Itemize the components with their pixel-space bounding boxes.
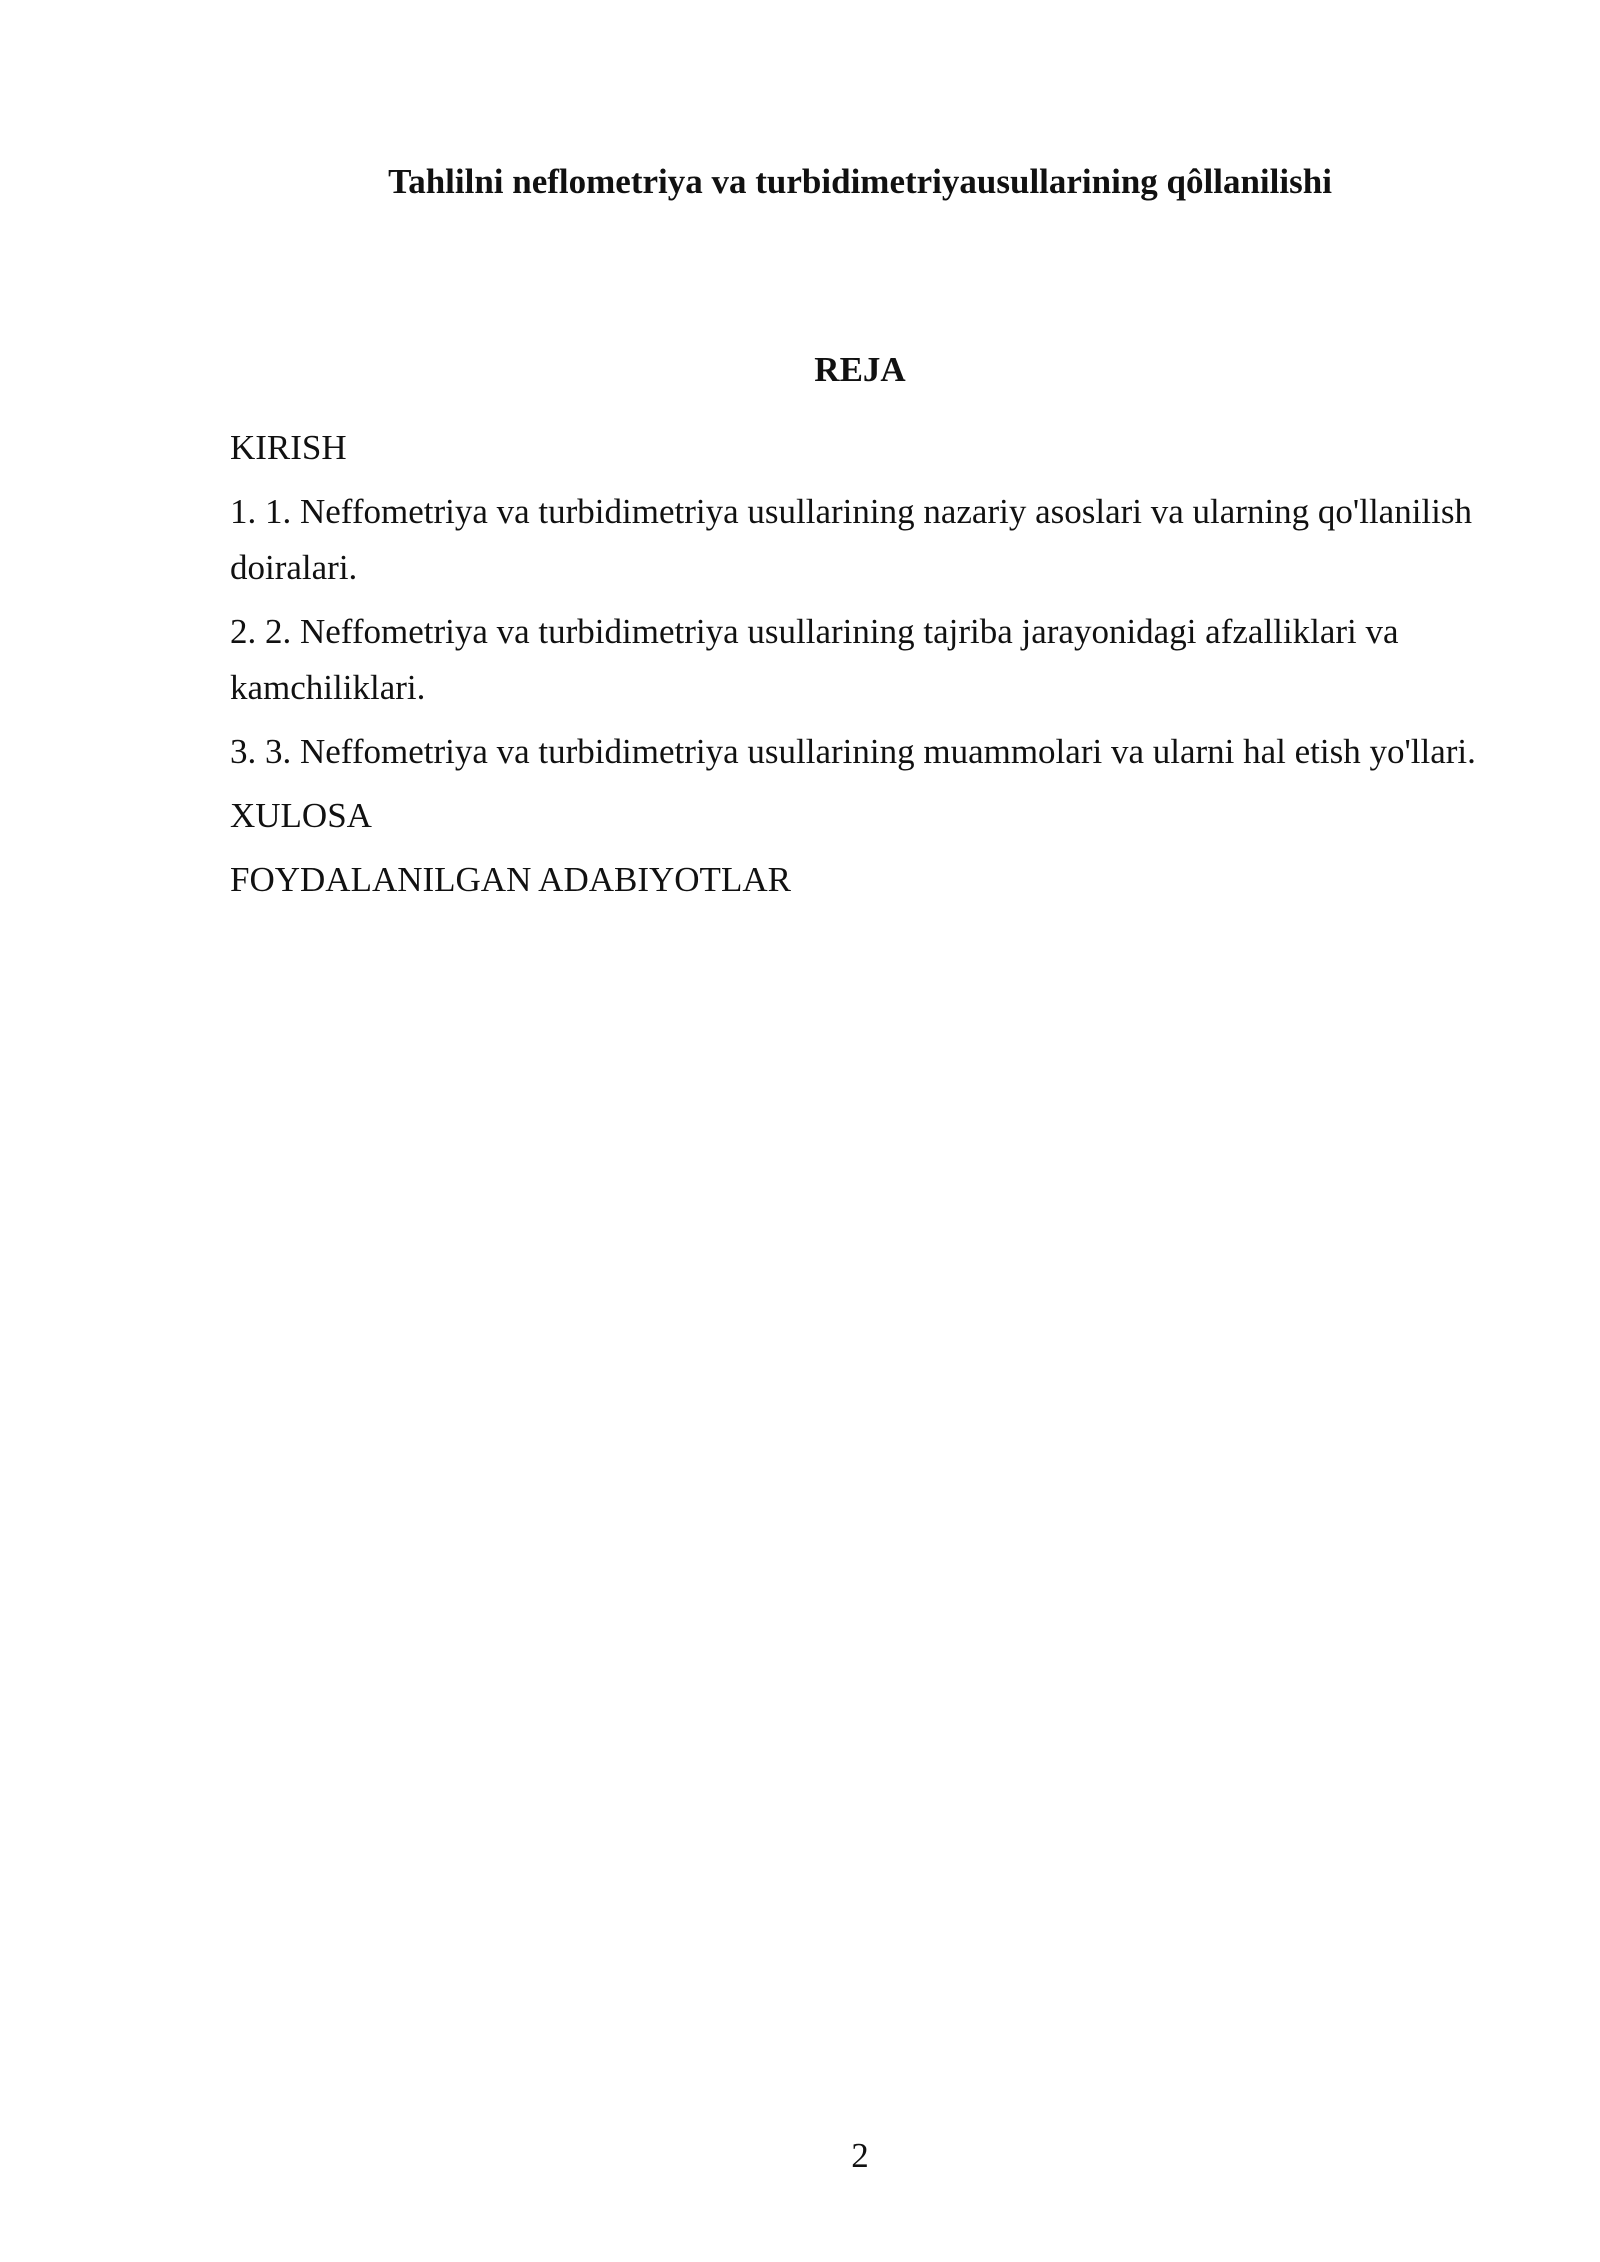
plan-item-1: 1. 1. Neffometriya va turbidimetriya usullarining nazariy asoslari va ularning qo'llanilish doiralari. xyxy=(230,492,1473,587)
plan-item-references: FOYDALANILGAN ADABIYOTLAR xyxy=(230,860,791,899)
plan-item-conclusion: XULOSA xyxy=(230,796,372,835)
page-number: 2 xyxy=(851,2136,869,2175)
plan-item-2: 2. 2. Neffometriya va turbidimetriya usullarining tajriba jarayonidagi afzalliklari va kamchiliklari. xyxy=(230,612,1399,707)
plan-item-3: 3. 3. Neffometriya va turbidimetriya usullarining muammolari va ularni hal etish yo'llari. xyxy=(230,732,1476,771)
document-title: Tahlilni neflometriya va turbidimetriyausullarining qôllanilishi xyxy=(388,162,1332,201)
plan-list xyxy=(230,420,1530,916)
plan-heading: REJA xyxy=(814,350,906,389)
plan-item-introduction: KIRISH xyxy=(230,428,347,467)
